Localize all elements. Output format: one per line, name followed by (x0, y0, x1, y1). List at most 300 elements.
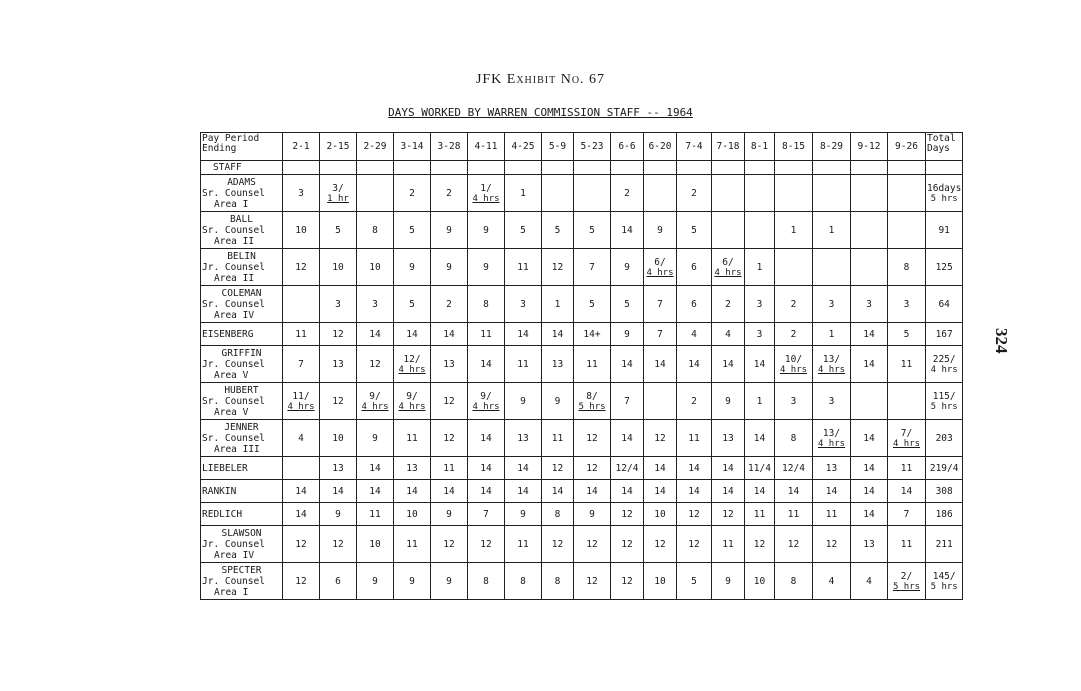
total-days-value: 167 (935, 328, 953, 340)
table-title (0, 106, 1081, 119)
days-cell (775, 420, 813, 457)
days-value: 2 (446, 187, 452, 199)
empty-cell (357, 161, 394, 175)
days-value: 4 (828, 575, 835, 587)
staff-title: Jr. Counsel (202, 261, 265, 273)
days-cell (851, 249, 888, 286)
days-cell (851, 212, 888, 249)
staff-row (201, 346, 963, 383)
days-cell (851, 346, 888, 383)
days-cell (813, 286, 851, 323)
days-value: 3 (756, 298, 763, 310)
days-value: 13/ (822, 427, 841, 439)
days-value: 5 (409, 224, 415, 236)
hours-note: 4 hrs (398, 364, 426, 375)
days-cell (813, 175, 851, 212)
staff-cell (201, 323, 283, 346)
total-days-cell (926, 480, 963, 503)
days-cell (542, 286, 574, 323)
days-value: 9 (520, 395, 526, 407)
days-cell (542, 457, 574, 480)
staff-name: HUBERT (224, 384, 259, 396)
days-cell (775, 323, 813, 346)
days-value: 12 (621, 538, 633, 550)
days-cell (611, 480, 644, 503)
staff-label-row (201, 161, 963, 175)
staff-row (201, 212, 963, 249)
days-value: 2 (446, 298, 452, 310)
days-cell (283, 563, 320, 600)
days-cell (468, 563, 505, 600)
days-value: 14 (551, 485, 564, 497)
days-value: 12/4 (782, 462, 805, 474)
days-value: 9/ (369, 390, 381, 402)
staff-name: BELIN (227, 250, 256, 262)
days-value: 9 (725, 395, 731, 407)
days-cell (542, 346, 574, 383)
days-value: 8 (903, 261, 910, 273)
days-cell (677, 526, 712, 563)
days-cell (712, 286, 745, 323)
days-cell (611, 420, 644, 457)
days-cell (505, 503, 542, 526)
days-cell (320, 175, 357, 212)
days-cell (357, 383, 394, 420)
total-days-value: 64 (938, 298, 950, 310)
days-value: 13 (406, 462, 418, 474)
days-value: 1 (554, 298, 561, 310)
days-value: 10 (753, 575, 766, 587)
days-cell (574, 175, 611, 212)
days-cell (468, 503, 505, 526)
days-value: 14 (654, 462, 666, 474)
days-value: 14 (753, 358, 766, 370)
days-value: 8 (554, 508, 561, 520)
days-cell (283, 323, 320, 346)
days-cell (712, 503, 745, 526)
days-cell (542, 323, 574, 346)
days-cell (888, 457, 926, 480)
days-value: 12 (586, 432, 598, 444)
hours-note: 4 hrs (361, 401, 389, 412)
total-days-value: 211 (935, 538, 953, 550)
days-cell (813, 503, 851, 526)
hours-note: 4 hrs (646, 267, 674, 278)
days-value: 10 (332, 432, 344, 444)
days-cell (712, 563, 745, 600)
staff-label: STAFF (201, 161, 283, 175)
days-value: 3 (903, 298, 910, 310)
days-cell (542, 503, 574, 526)
days-cell (611, 346, 644, 383)
days-value: 1 (756, 261, 763, 273)
days-value: 12 (295, 538, 307, 550)
days-cell (677, 286, 712, 323)
days-cell (644, 212, 677, 249)
days-value: 14 (722, 485, 734, 497)
days-value: 12 (621, 575, 633, 587)
days-value: 12 (480, 538, 492, 550)
days-cell (468, 526, 505, 563)
days-cell (888, 563, 926, 600)
days-value: 12 (688, 508, 700, 520)
days-cell (677, 249, 712, 286)
days-cell (357, 563, 394, 600)
days-cell (542, 480, 574, 503)
days-value: 14 (688, 358, 700, 370)
days-value: 11 (443, 462, 455, 474)
days-cell (320, 323, 357, 346)
staff-row (201, 563, 963, 600)
table-header-row (201, 133, 963, 161)
days-cell (644, 286, 677, 323)
days-cell (505, 346, 542, 383)
days-cell (357, 249, 394, 286)
days-cell (813, 563, 851, 600)
days-value: 3/ (332, 182, 344, 194)
days-value: 14 (517, 328, 529, 340)
days-cell (320, 383, 357, 420)
staff-name: EISENBERG (202, 328, 254, 340)
period-header: 3-28 (431, 133, 468, 161)
empty-cell (431, 161, 468, 175)
days-value: 14 (621, 224, 633, 236)
days-cell (468, 480, 505, 503)
days-value: 2 (691, 395, 697, 407)
staff-area: Area IV (214, 309, 255, 321)
days-cell (745, 563, 775, 600)
staff-row (201, 457, 963, 480)
days-value: 14 (295, 508, 307, 520)
hours-note: 1 hr (327, 193, 349, 204)
days-cell (505, 457, 542, 480)
hours-note: 5 hrs (892, 581, 921, 592)
days-value: 7 (657, 298, 663, 310)
days-cell (357, 212, 394, 249)
days-cell (712, 457, 745, 480)
days-value: 2 (624, 187, 630, 199)
days-value: 13 (825, 462, 838, 474)
days-value: 11 (753, 508, 766, 520)
days-cell (357, 457, 394, 480)
days-value: 14 (722, 462, 734, 474)
staff-row (201, 526, 963, 563)
days-cell (431, 346, 468, 383)
hours-note: 4 hrs (398, 401, 426, 412)
days-cell (888, 420, 926, 457)
days-cell (542, 563, 574, 600)
days-cell (677, 323, 712, 346)
days-cell (745, 420, 775, 457)
days-cell (813, 383, 851, 420)
staff-row (201, 420, 963, 457)
days-value: 14 (621, 358, 633, 370)
days-value: 14 (654, 485, 666, 497)
period-header: 9-26 (888, 133, 926, 161)
total-days-cell (926, 346, 963, 383)
days-value: 9/ (406, 390, 418, 402)
days-cell (320, 563, 357, 600)
days-cell (283, 249, 320, 286)
staff-title: Jr. Counsel (202, 358, 265, 370)
period-header: 4-11 (468, 133, 505, 161)
days-value: 10/ (784, 353, 803, 365)
days-value: 8 (483, 298, 489, 310)
staff-name: COLEMAN (221, 287, 262, 299)
days-cell (283, 175, 320, 212)
period-header: 7-18 (712, 133, 745, 161)
staff-cell (201, 457, 283, 480)
days-cell (574, 526, 611, 563)
days-cell (431, 480, 468, 503)
staff-row (201, 503, 963, 526)
days-value: 1 (790, 224, 797, 236)
days-value: 14 (443, 328, 455, 340)
days-value: 8 (520, 575, 526, 587)
days-value: 14 (551, 328, 564, 340)
total-days-cell (926, 457, 963, 480)
days-cell (712, 480, 745, 503)
total-days-cell (926, 420, 963, 457)
days-value: 11 (722, 538, 734, 550)
days-value: 3 (298, 187, 304, 199)
days-cell (813, 420, 851, 457)
days-value: 8 (372, 224, 378, 236)
days-cell (505, 212, 542, 249)
empty-cell (468, 161, 505, 175)
days-value: 14 (295, 485, 307, 497)
period-header: 8-1 (745, 133, 775, 161)
days-cell (394, 175, 431, 212)
days-cell (644, 480, 677, 503)
days-value: 2 (409, 187, 415, 199)
days-cell (431, 323, 468, 346)
days-value: 5 (691, 224, 697, 236)
days-cell (468, 212, 505, 249)
days-cell (468, 383, 505, 420)
days-value: 11 (517, 261, 529, 273)
total-days-cell (926, 383, 963, 420)
days-value: 11 (688, 432, 700, 444)
hours-note: 4 hrs (817, 438, 846, 449)
days-value: 14 (688, 462, 700, 474)
days-cell (468, 286, 505, 323)
days-cell (644, 563, 677, 600)
days-value: 9 (409, 261, 415, 273)
staff-title: Sr. Counsel (202, 432, 265, 444)
days-cell (468, 323, 505, 346)
days-value: 11/ (292, 390, 310, 402)
staff-name: SLAWSON (221, 527, 262, 539)
empty-cell (611, 161, 644, 175)
days-cell (813, 212, 851, 249)
days-cell (611, 383, 644, 420)
staff-title: Jr. Counsel (202, 538, 265, 550)
days-cell (283, 212, 320, 249)
days-cell (320, 212, 357, 249)
empty-cell (505, 161, 542, 175)
days-cell (505, 249, 542, 286)
days-worked-table (200, 132, 963, 600)
days-cell (611, 212, 644, 249)
total-days-cell (926, 286, 963, 323)
days-cell (888, 480, 926, 503)
total-days-cell (926, 212, 963, 249)
days-value: 5 (903, 328, 910, 340)
days-value: 14 (406, 485, 418, 497)
days-value: 14 (753, 485, 766, 497)
staff-title: Sr. Counsel (202, 187, 265, 199)
days-value: 13 (517, 432, 529, 444)
days-value: 12 (586, 575, 598, 587)
days-value: 11 (406, 432, 418, 444)
days-value: 9 (589, 508, 595, 520)
empty-cell (677, 161, 712, 175)
staff-name: RANKIN (202, 485, 237, 497)
days-cell (394, 503, 431, 526)
period-header: 9-12 (851, 133, 888, 161)
days-cell (888, 175, 926, 212)
days-cell (851, 480, 888, 503)
days-value: 7 (298, 358, 304, 370)
staff-title: Sr. Counsel (202, 224, 265, 236)
days-cell (574, 383, 611, 420)
days-value: 14 (900, 485, 913, 497)
days-cell (468, 457, 505, 480)
pay-period-header: Pay Period Ending (201, 133, 283, 161)
days-value: 14 (517, 485, 529, 497)
days-value: 6 (335, 575, 341, 587)
days-cell (851, 286, 888, 323)
days-value: 12 (787, 538, 800, 550)
total-days-cell (926, 503, 963, 526)
days-cell (851, 383, 888, 420)
days-value: 12 (332, 328, 344, 340)
hours-note: 4 hrs (287, 401, 315, 412)
days-cell (505, 286, 542, 323)
staff-area: Area IV (214, 549, 255, 561)
staff-cell (201, 212, 283, 249)
total-days-header: Total Days (926, 133, 963, 161)
days-cell (394, 346, 431, 383)
period-header: 3-14 (394, 133, 431, 161)
days-cell (542, 383, 574, 420)
total-days-value: 203 (935, 432, 953, 444)
days-cell (574, 212, 611, 249)
days-cell (888, 346, 926, 383)
total-days-cell (926, 175, 963, 212)
hours-note: 4 hrs (472, 401, 500, 412)
days-cell (888, 526, 926, 563)
days-cell (431, 212, 468, 249)
days-value: 3 (866, 298, 872, 310)
days-cell (888, 503, 926, 526)
days-cell (677, 480, 712, 503)
days-value: 8/ (586, 390, 598, 402)
days-value: 14 (825, 485, 838, 497)
days-value: 11 (406, 538, 418, 550)
staff-title: Jr. Counsel (202, 575, 265, 587)
days-cell (745, 323, 775, 346)
days-value: 14 (586, 485, 598, 497)
days-cell (677, 457, 712, 480)
days-value: 9 (372, 575, 378, 587)
days-value: 10 (295, 224, 307, 236)
days-value: 13 (863, 538, 875, 550)
days-cell (357, 503, 394, 526)
days-cell (712, 383, 745, 420)
days-value: 12 (295, 261, 307, 273)
staff-row (201, 383, 963, 420)
staff-area: Area I (214, 586, 249, 598)
days-value: 11 (900, 462, 913, 474)
days-value: 12 (586, 462, 598, 474)
empty-cell (926, 161, 963, 175)
days-cell (712, 526, 745, 563)
days-value: 14 (863, 508, 875, 520)
period-header: 5-23 (574, 133, 611, 161)
days-cell (775, 175, 813, 212)
days-cell (394, 323, 431, 346)
days-value: 4 (725, 328, 731, 340)
days-cell (357, 286, 394, 323)
days-value: 9 (483, 261, 489, 273)
days-value: 11 (517, 538, 529, 550)
staff-row (201, 323, 963, 346)
days-value: 8 (790, 432, 797, 444)
days-value: 1 (756, 395, 763, 407)
days-cell (745, 286, 775, 323)
days-value: 13 (722, 432, 734, 444)
days-value: 9 (409, 575, 415, 587)
days-cell (677, 563, 712, 600)
days-cell (431, 383, 468, 420)
days-value: 12 (295, 575, 307, 587)
days-cell (888, 212, 926, 249)
days-value: 11 (517, 358, 529, 370)
days-cell (468, 420, 505, 457)
days-cell (320, 457, 357, 480)
empty-cell (394, 161, 431, 175)
days-cell (644, 323, 677, 346)
days-cell (320, 480, 357, 503)
staff-title: Sr. Counsel (202, 395, 265, 407)
days-value: 11 (900, 358, 913, 370)
staff-cell (201, 480, 283, 503)
days-cell (745, 346, 775, 383)
days-cell (745, 503, 775, 526)
days-value: 9 (446, 261, 452, 273)
days-cell (712, 346, 745, 383)
period-header: 5-9 (542, 133, 574, 161)
days-value: 6/ (654, 256, 666, 268)
days-cell (320, 420, 357, 457)
days-cell (320, 503, 357, 526)
days-cell (888, 249, 926, 286)
days-cell (320, 346, 357, 383)
days-cell (677, 420, 712, 457)
days-cell (644, 457, 677, 480)
days-value: 14 (863, 358, 875, 370)
days-value: 11 (480, 328, 492, 340)
staff-row (201, 175, 963, 212)
days-value: 13 (443, 358, 455, 370)
days-value: 14 (863, 462, 875, 474)
days-value: 1 (520, 187, 526, 199)
days-cell (775, 503, 813, 526)
days-value: 9 (725, 575, 731, 587)
days-value: 11 (295, 328, 307, 340)
